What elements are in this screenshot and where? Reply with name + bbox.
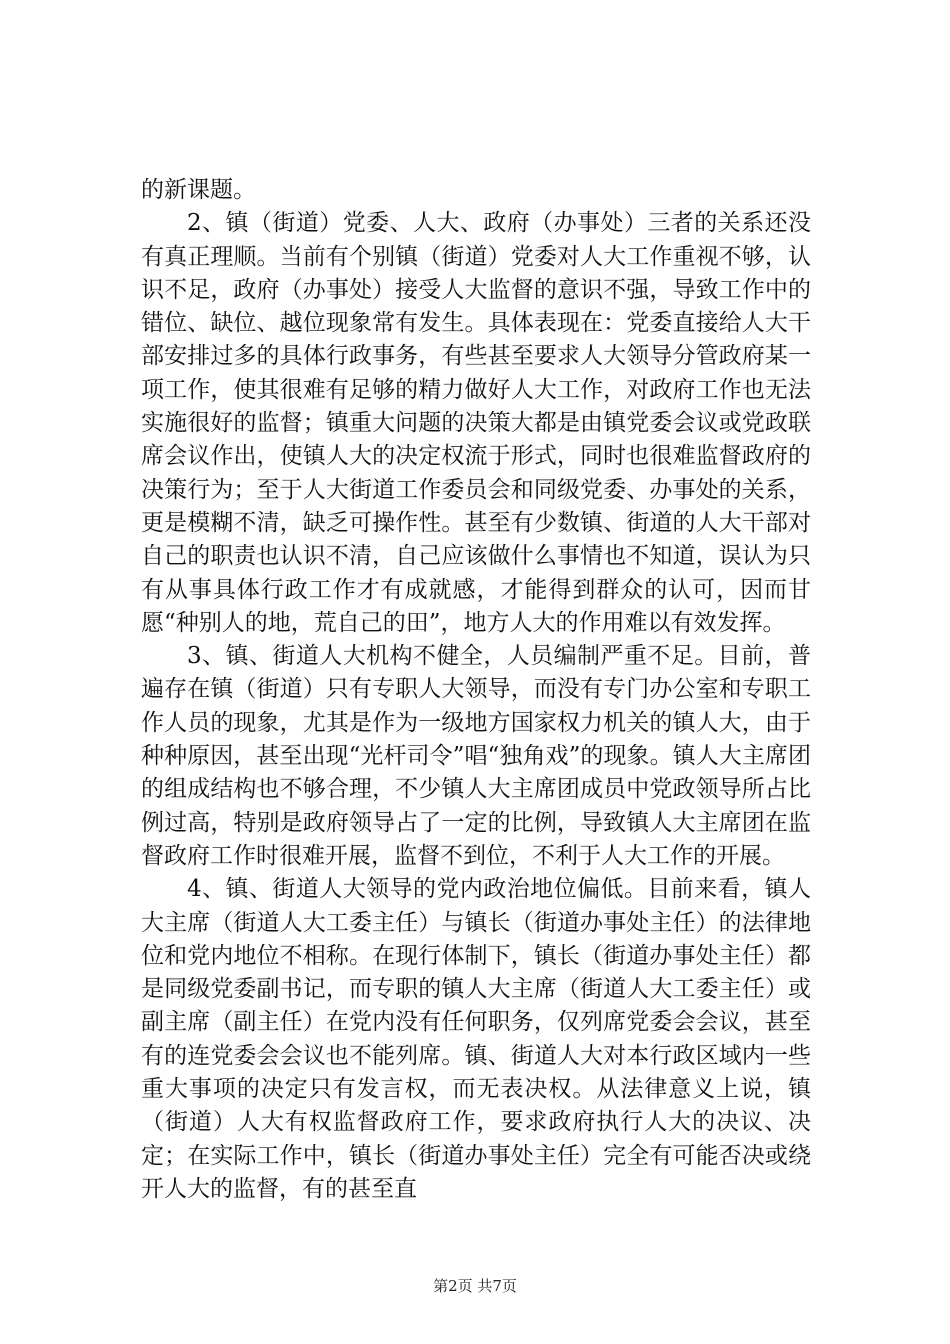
paragraph-continuation: 的新课题。 xyxy=(141,177,256,203)
paragraph-item-2: 2、镇（街道）党委、人大、政府（办事处）三者的关系还没有真正理顺。当前有个别镇（街道）党委对人大工作重视不够，认识不足，政府（办事处）接受人大监督的意识不强，导致工作中的错位、缺位、越位现象常有发生。具体表现在：党委直接给人大干部安排过多的具体行政事务，有些甚至要求人大领导分管政府某一项工作，使其很难有足够的精力做好人大工作，对政府工作也无法实施很好的监督；镇重大问题的决策大都是由镇党委会议或党政联席会议作出，使镇人大的决定权流于形式，同时也很难监督政府的决策行为；至于人大街道工作委员会和同级党委、办事处的关系，更是模糊不清，缺乏可操作性。甚至有少数镇、街道的人大干部对自己的职责也认识不清，自己应该做什么事情也不知道，误认为只有从事具体行政工作才有成就感，才能得到群众的认可，因而甘愿“种别人的地，荒自己的田”，地方人大的作用难以有效发挥。 xyxy=(141,210,811,636)
page-number-footer: 第2页 共7页 xyxy=(433,1277,517,1295)
paragraph-item-3: 3、镇、街道人大机构不健全，人员编制严重不足。目前，普遍存在镇（街道）只有专职人大领导，而没有专门办公室和专职工作人员的现象，尤其是作为一级地方国家权力机关的镇人大，由于种种原因，甚至出现“光杆司令”唱“独角戏”的现象。镇人大主席团的组成结构也不够合理，不少镇人大主席团成员中党政领导所占比例过高，特别是政府领导占了一定的比例，导致镇人大主席团在监督政府工作时很难开展，监督不到位，不利于人大工作的开展。 xyxy=(141,643,811,869)
paragraph-item-4: 4、镇、街道人大领导的党内政治地位偏低。目前来看，镇人大主席（街道人大工委主任）与镇长（街道办事处主任）的法律地位和党内地位不相称。在现行体制下，镇长（街道办事处主任）都是同级党委副书记，而专职的镇人大主席（街道人大工委主任）或副主席（副主任）在党内没有任何职务，仅列席党委会会议，甚至有的连党委会会议也不能列席。镇、街道人大对本行政区域内一些重大事项的决定只有发言权，而无表决权。从法律意义上说，镇（街道）人大有权监督政府工作，要求政府执行人大的决议、决定；在实际工作中，镇长（街道办事处主任）完全有可能否决或绕开人大的监督，有的甚至直 xyxy=(141,876,811,1202)
document-body xyxy=(141,174,811,1206)
